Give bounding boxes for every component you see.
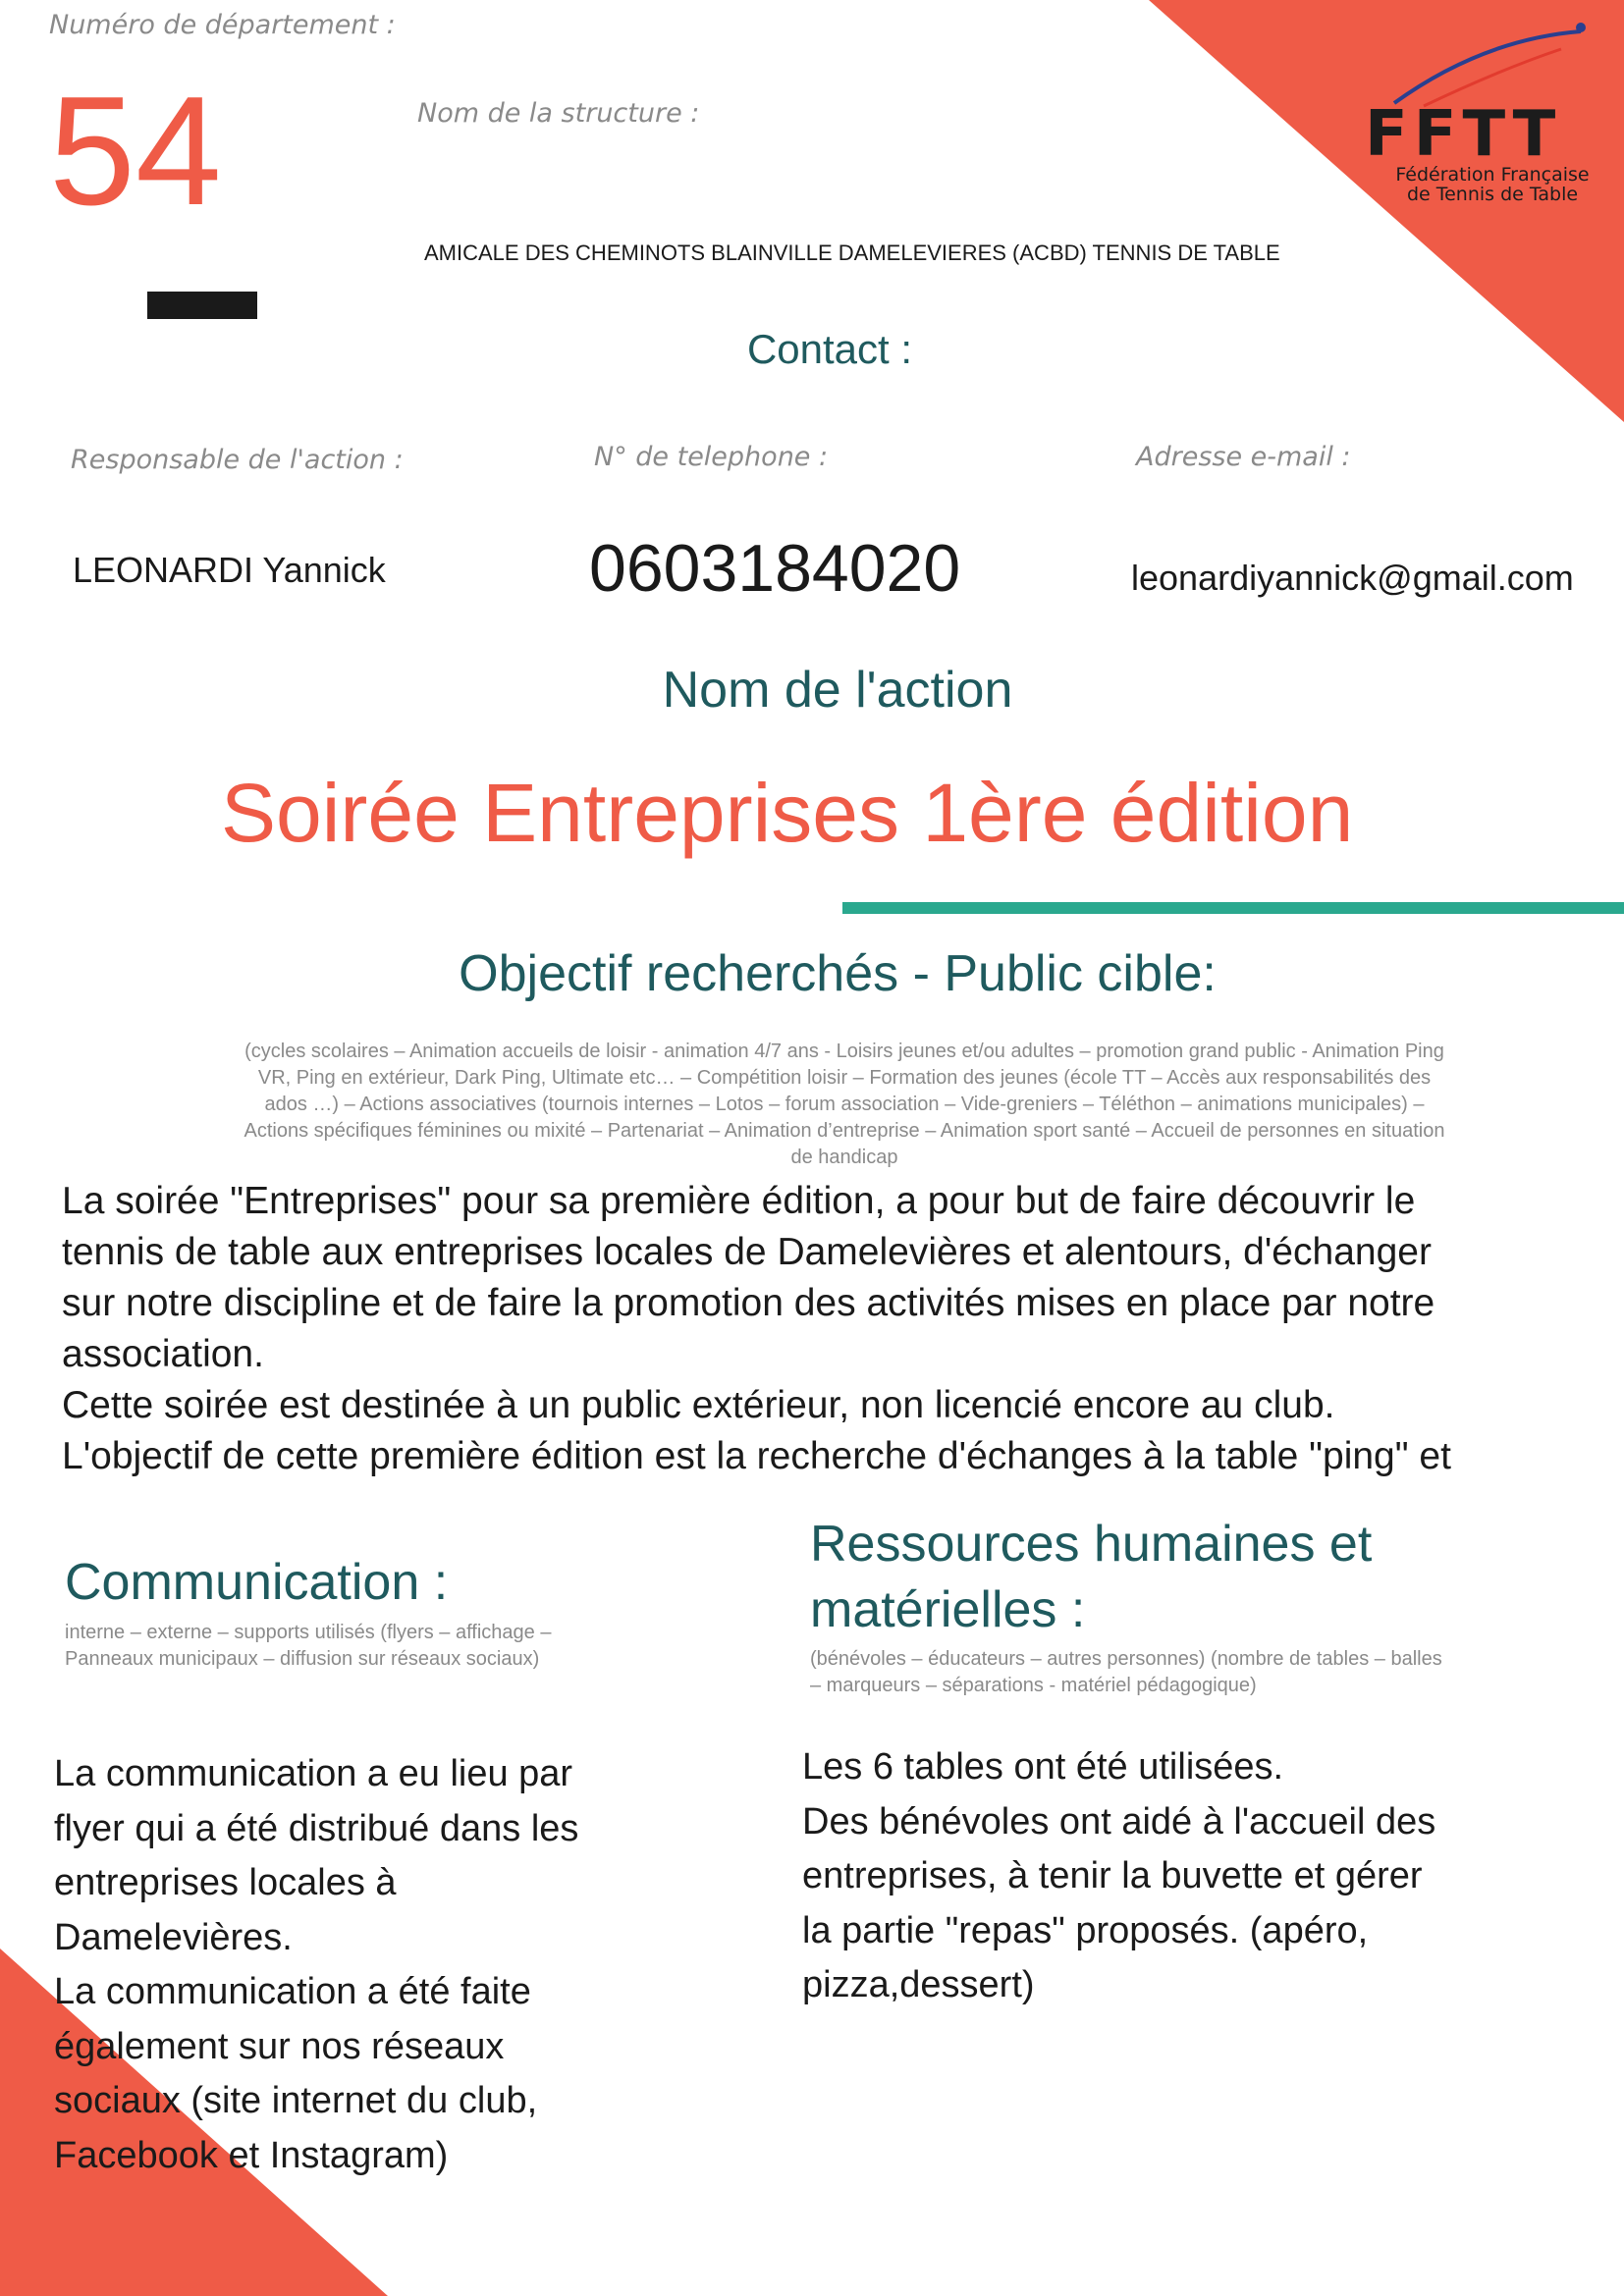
communication-hint-line: interne – externe – supports utilisés (flyers – affichage –: [65, 1622, 552, 1643]
ressources-heading-line: Ressources humaines et: [810, 1516, 1373, 1573]
communication-body-line: également sur nos réseaux: [54, 2025, 505, 2067]
communication-body-line: flyer qui a été distribué dans les: [54, 1807, 579, 1849]
fftt-logo: [1355, 10, 1610, 206]
objectif-hint: [118, 1039, 1571, 1171]
ressources-heading-line: matérielles :: [810, 1581, 1086, 1638]
dept-number: 54: [49, 65, 222, 238]
objectif-body-line: Cette soirée est destinée à un public extérieur, non licencié encore au club.: [62, 1384, 1335, 1426]
objectif-body-line: sur notre discipline et de faire la promotion des activités mises en place par notre: [62, 1282, 1435, 1324]
objectif-hint-line: (cycles scolaires – Animation accueils de loisir - animation 4/7 ans - Loisirs jeunes et/ou adultes – promotion grand public - Animation Ping: [244, 1041, 1444, 1062]
objectif-hint-line: de handicap: [790, 1147, 898, 1168]
communication-hint-line: Panneaux municipaux – diffusion sur réseaux sociaux): [65, 1648, 540, 1670]
communication-body-line: La communication a été faite: [54, 1971, 531, 2012]
logo-letters: FFTT: [1365, 98, 1562, 171]
communication-body: [54, 1747, 578, 2183]
communication-hint: [65, 1620, 551, 1673]
logo-federation-name: [1375, 165, 1610, 204]
objectif-body-line: La soirée "Entreprises" pour sa première édition, a pour but de faire découvrir le: [62, 1180, 1416, 1222]
ressources-heading: [810, 1512, 1372, 1643]
phone-label: N° de telephone :: [594, 442, 829, 472]
communication-body-line: entreprises locales à: [54, 1862, 397, 1903]
dept-label: Numéro de département :: [49, 10, 396, 40]
ressources-body-line: entreprises, à tenir la buvette et gérer: [802, 1855, 1423, 1896]
email-address: leonardiyannick@gmail.com: [1131, 558, 1574, 598]
ressources-body-line: pizza,dessert): [802, 1964, 1035, 2005]
structure-name: AMICALE DES CHEMINOTS BLAINVILLE DAMELEVIERES (ACBD) TENNIS DE TABLE: [424, 240, 1280, 265]
responsable-label: Responsable de l'action :: [71, 445, 404, 475]
phone-number: 0603184020: [589, 531, 961, 606]
ressources-body-line: Les 6 tables ont été utilisées.: [802, 1746, 1284, 1788]
communication-body-line: Facebook et Instagram): [54, 2134, 449, 2176]
objectif-body-line: association.: [62, 1333, 264, 1375]
action-heading: Nom de l'action: [662, 662, 1013, 719]
structure-label: Nom de la structure :: [417, 98, 700, 129]
communication-heading: Communication :: [65, 1554, 449, 1611]
objectif-hint-line: Actions spécifiques féminines ou mixité – Partenariat – Animation d’entreprise – Animation sport santé – Accueil de personnes en situation: [244, 1120, 1445, 1142]
email-label: Adresse e-mail :: [1136, 442, 1351, 472]
teal-divider: [842, 902, 1624, 914]
ressources-hint-line: (bénévoles – éducateurs – autres personnes) (nombre de tables – balles: [810, 1648, 1442, 1670]
logo-line-2: de Tennis de Table: [1406, 184, 1579, 205]
ressources-hint: [810, 1646, 1442, 1699]
objectif-hint-line: VR, Ping en extérieur, Dark Ping, Ultimate etc… – Compétition loisir – Formation des jeunes (école TT – Accès aux responsabilités des: [257, 1067, 1432, 1089]
logo-swoosh-icon: [1355, 10, 1610, 108]
objectif-heading: Objectif recherchés - Public cible:: [459, 945, 1217, 1002]
communication-body-line: sociaux (site internet du club,: [54, 2080, 538, 2121]
objectif-body-line: tennis de table aux entreprises locales de Damelevières et alentours, d'échanger: [62, 1231, 1432, 1273]
objectif-body: [62, 1176, 1623, 1482]
ressources-body-line: Des bénévoles ont aidé à l'accueil des: [802, 1800, 1436, 1842]
objectif-body-line: L'objectif de cette première édition est la recherche d'échanges à la table "ping" et: [62, 1435, 1451, 1477]
objectif-hint-line: ados …) – Actions associatives (tournois internes – Lotos – forum association – Vide-greniers – Téléthon – animations municipales) –: [264, 1094, 1425, 1115]
ressources-body-line: la partie "repas" proposés. (apéro,: [802, 1909, 1369, 1951]
ressources-body: [802, 1740, 1435, 2013]
communication-body-line: La communication a eu lieu par: [54, 1753, 573, 1794]
contact-heading: Contact :: [746, 326, 913, 372]
responsable-name: LEONARDI Yannick: [73, 550, 386, 590]
logo-line-1: Fédération Française: [1395, 164, 1590, 186]
action-name: Soirée Entreprises 1ère édition: [221, 767, 1354, 859]
communication-body-line: Damelevières.: [54, 1916, 293, 1958]
ressources-hint-line: – marqueurs – séparations - matériel pédagogique): [810, 1675, 1257, 1696]
redaction-bar: [147, 292, 257, 319]
